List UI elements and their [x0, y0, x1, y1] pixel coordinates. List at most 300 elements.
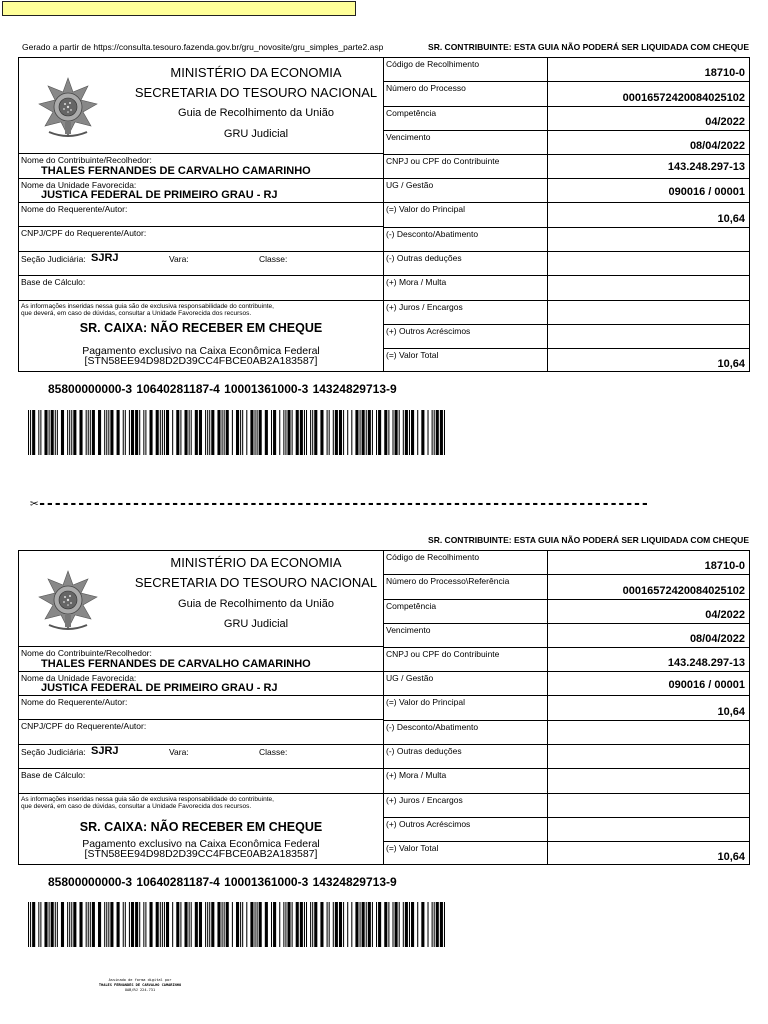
barcode-bar: [123, 410, 124, 455]
barcode-bar: [403, 410, 404, 455]
barcode-bar: [432, 902, 433, 947]
secao-field: [19, 252, 383, 276]
guide-type: GRU Judicial: [223, 128, 289, 140]
barcode-bar: [255, 902, 256, 947]
barcode-bar: [86, 410, 87, 455]
barcode-bar: [362, 410, 365, 455]
barcode-bar: [265, 902, 268, 947]
barcode-bar: [110, 410, 113, 455]
barcode-bar: [399, 902, 400, 947]
barcode-bar: [320, 410, 323, 455]
ministry-title: MINISTÉRIO DA ECONOMIA: [170, 555, 342, 570]
barcode-bar: [222, 410, 223, 455]
pagamento-note: Pagamento exclusivo na Caixa Econômica Federal: [82, 838, 320, 850]
desconto-row: [384, 228, 749, 252]
secao-label: Seção Judiciária:: [21, 254, 86, 264]
barcode-bar: [162, 410, 163, 455]
barcode-bar: [207, 410, 208, 455]
barcode-bar: [444, 410, 445, 455]
barcode-bar: [185, 902, 188, 947]
principal-value: 10,64: [717, 213, 745, 225]
barcode-bar: [434, 902, 435, 947]
guide-type: GRU Judicial: [223, 618, 289, 630]
barcode-bar: [333, 410, 334, 455]
barcode-bar: [440, 902, 443, 947]
principal-row: [384, 203, 749, 228]
barcode-bar: [240, 410, 241, 455]
contribuinte-label: Nome do Contribuinte/Recolhedor:: [21, 648, 152, 658]
secao-value: SJRJ: [91, 745, 119, 757]
total-label: (=) Valor Total: [386, 843, 439, 853]
vencimento-label: Vencimento: [386, 132, 431, 142]
barcode-bar: [143, 410, 144, 455]
stn-code: [STN58EE94D98D2D39CC4FBCE0AB2A183587]: [84, 848, 318, 860]
guide-title: Guia de Recolhimento da União: [178, 598, 334, 610]
barcode-bar: [384, 410, 387, 455]
barcode-bar: [436, 410, 439, 455]
barcode-bar: [117, 410, 120, 455]
barcode-bar: [292, 902, 293, 947]
processo-row: [384, 575, 749, 600]
barcode-bar: [92, 902, 95, 947]
barcode-bar: [421, 902, 424, 947]
stn-code: [STN58EE94D98D2D39CC4FBCE0AB2A183587]: [84, 355, 318, 367]
header: [19, 551, 383, 647]
barcode-bar: [180, 410, 181, 455]
barcode-bar: [368, 410, 371, 455]
gru-slip-2: [18, 550, 750, 865]
barcode-bar: [71, 902, 72, 947]
total-value: 10,64: [717, 358, 745, 370]
secretariat-title: SECRETARIA DO TESOURO NACIONAL: [134, 575, 378, 590]
barcode-bar: [339, 410, 342, 455]
barcode-bar: [271, 902, 272, 947]
barcode-bar: [164, 902, 165, 947]
competencia-row: [384, 600, 749, 624]
barcode-bar: [135, 902, 138, 947]
barcode-bar: [360, 410, 361, 455]
barcode-bar: [156, 902, 159, 947]
barcode-bar: [329, 902, 330, 947]
barcode-bar: [49, 902, 50, 947]
vencimento-value: 08/04/2022: [689, 633, 745, 645]
pagamento-note: Pagamento exclusivo na Caixa Econômica Federal: [82, 345, 320, 357]
juros-row: [384, 794, 749, 818]
barcode-bar: [69, 902, 70, 947]
barcode-bar: [255, 410, 256, 455]
disclaimer: As informações inseridas nessa guia são de exclusiva responsabilidade do contribuinte, que deverá, em caso de dúvidas, consultar a Unidade Favorecida dos recursos.: [21, 796, 274, 810]
barcode-bar: [79, 410, 82, 455]
barcode-bar: [160, 902, 161, 947]
barcode-bar: [292, 410, 293, 455]
barcode-bar: [172, 410, 173, 455]
right-column: [384, 551, 749, 864]
barcode-bar: [88, 902, 89, 947]
barcode-bar: [409, 410, 410, 455]
barcode: [28, 410, 445, 455]
barcode-bar: [176, 410, 179, 455]
barcode-bar: [314, 410, 317, 455]
header: [19, 58, 383, 154]
barcode-bar: [209, 902, 210, 947]
barcode-bar: [38, 410, 39, 455]
barcode-bar: [304, 902, 305, 947]
ug-value: 090016 / 00001: [668, 679, 745, 691]
codigo-value: 18710-0: [704, 67, 745, 79]
barcode-bar: [150, 410, 153, 455]
barcode-bar: [117, 902, 120, 947]
left-column: [19, 551, 384, 864]
barcode-bar: [333, 902, 334, 947]
barcode-bar: [164, 410, 165, 455]
contribuinte-value: THALES FERNANDES DE CARVALHO CAMARINHO: [41, 658, 311, 670]
barcode-bar: [79, 902, 82, 947]
base-label: Base de Cálculo:: [21, 277, 86, 287]
barcode-bar: [259, 902, 262, 947]
barcode-bar: [327, 410, 328, 455]
barcode-bar: [104, 410, 105, 455]
barcode-bar: [312, 902, 313, 947]
barcode-bar: [378, 410, 381, 455]
competencia-label: Competência: [386, 601, 437, 611]
juros-row: [384, 301, 749, 325]
gru-slip-1: [18, 57, 750, 372]
guide-title: Guia de Recolhimento da União: [178, 107, 334, 119]
contribuinte-label: Nome do Contribuinte/Recolhedor:: [21, 155, 152, 165]
barcode-bar: [300, 902, 303, 947]
cheque-warning-copy: SR. CONTRIBUINTE: ESTA GUIA NÃO PODERÁ SER LIQUIDADA COM CHEQUE: [428, 535, 749, 545]
barcode-bar: [150, 902, 153, 947]
barcode-bar: [312, 410, 313, 455]
barcode-bar: [199, 902, 202, 947]
secao-label: Seção Judiciária:: [21, 747, 86, 757]
competencia-label: Competência: [386, 108, 437, 118]
barcode-bar: [395, 410, 398, 455]
barcode-bar: [61, 902, 64, 947]
disclaimer: As informações inseridas nessa guia são de exclusiva responsabilidade do contribuinte, que deverá, em caso de dúvidas, consultar a Unidade Favorecida dos recursos.: [21, 303, 274, 317]
requerente-label: Nome do Requerente/Autor:: [21, 204, 128, 214]
total-label: (=) Valor Total: [386, 350, 439, 360]
barcode-bar: [143, 902, 144, 947]
barcode-bar: [283, 902, 284, 947]
barcode-bar: [279, 410, 280, 455]
principal-row: [384, 696, 749, 721]
codigo-row: [384, 551, 749, 575]
barcode-bar: [347, 410, 348, 455]
barcode-bar: [335, 410, 338, 455]
codigo-label: Código de Recolhimento: [386, 59, 480, 69]
vara-label: Vara:: [169, 747, 189, 757]
cpf-row: [384, 155, 749, 179]
coat-of-arms-icon: [35, 569, 101, 635]
barcode-bar: [160, 410, 161, 455]
competencia-value: 04/2022: [705, 609, 745, 621]
barcode: [28, 902, 445, 947]
cut-line: ✂------------------------------------------------------------------------------: [30, 496, 649, 512]
total-row: [384, 842, 749, 865]
barcode-bar: [428, 410, 429, 455]
cnpj-requerente-label: CNPJ/CPF do Requerente/Autor:: [21, 721, 147, 731]
barcode-bar: [32, 410, 35, 455]
barcode-bar: [106, 410, 107, 455]
barcode-bar: [189, 902, 190, 947]
barcode-bar: [226, 902, 229, 947]
barcode-bar: [347, 902, 348, 947]
barcode-bar: [351, 902, 352, 947]
cnpj-requerente-field: [19, 227, 383, 252]
barcode-bar: [395, 902, 398, 947]
barcode-bar: [125, 410, 126, 455]
ug-row: [384, 672, 749, 696]
barcode-bar: [199, 410, 202, 455]
acrescimos-label: (+) Outros Acréscimos: [386, 819, 471, 829]
unidade-field: [19, 672, 383, 696]
vencimento-row: [384, 131, 749, 155]
total-row: [384, 349, 749, 372]
barcode-bar: [30, 902, 31, 947]
vencimento-label: Vencimento: [386, 625, 431, 635]
coat-of-arms-icon: [35, 76, 101, 142]
barcode-bar: [224, 410, 225, 455]
barcode-bar: [306, 902, 307, 947]
barcode-bar: [145, 410, 146, 455]
processo-label: Número do Processo\Referência: [386, 576, 510, 586]
barcode-bar: [417, 902, 418, 947]
barcode-bar: [88, 410, 89, 455]
secretariat-title: SECRETARIA DO TESOURO NACIONAL: [134, 85, 378, 100]
barcode-bar: [139, 410, 140, 455]
barcode-bar: [139, 902, 140, 947]
secao-field: [19, 745, 383, 769]
deducoes-row: [384, 745, 749, 769]
barcode-bar: [51, 410, 54, 455]
barcode-bar: [44, 902, 47, 947]
barcode-bar: [236, 902, 239, 947]
classe-label: Classe:: [259, 254, 288, 264]
barcode-bar: [86, 902, 87, 947]
barcode-bar: [57, 410, 58, 455]
right-column: [384, 58, 749, 371]
barcode-bar: [392, 902, 393, 947]
barcode-bar: [185, 410, 188, 455]
codigo-label: Código de Recolhimento: [386, 552, 480, 562]
barcode-bar: [355, 410, 358, 455]
unidade-value: JUSTICA FEDERAL DE PRIMEIRO GRAU - RJ: [41, 682, 278, 694]
barcode-bar: [372, 902, 373, 947]
cpf-value: 143.248.297-13: [667, 657, 745, 669]
barcode-bar: [191, 410, 192, 455]
processo-label: Número do Processo: [386, 83, 466, 93]
barcode-bar: [240, 902, 241, 947]
barcode-bar: [314, 902, 317, 947]
contribuinte-value: THALES FERNANDES DE CARVALHO CAMARINHO: [41, 165, 311, 177]
barcode-bar: [211, 410, 214, 455]
barcode-bar: [205, 410, 206, 455]
barcode-bar: [257, 410, 258, 455]
barcode-bar: [368, 902, 371, 947]
barcode-bar: [366, 410, 367, 455]
vara-label: Vara:: [169, 254, 189, 264]
barcode-bar: [28, 410, 29, 455]
barcode-bar: [417, 410, 418, 455]
linha-digitavel: 85800000000-3 10640281187-4 10001361000-3 14324829713-9: [48, 382, 397, 396]
juros-label: (+) Juros / Encargos: [386, 302, 463, 312]
mora-label: (+) Mora / Multa: [386, 277, 447, 287]
barcode-bar: [195, 410, 198, 455]
barcode-bar: [329, 410, 330, 455]
barcode-bar: [131, 410, 134, 455]
barcode-bar: [145, 902, 146, 947]
barcode-bar: [366, 902, 367, 947]
barcode-bar: [405, 902, 408, 947]
barcode-bar: [250, 410, 253, 455]
ug-value: 090016 / 00001: [668, 186, 745, 198]
barcode-bar: [61, 410, 64, 455]
deducoes-label: (-) Outras deduções: [386, 746, 462, 756]
barcode-bar: [376, 410, 377, 455]
cnpj-requerente-field: [19, 720, 383, 745]
barcode-bar: [67, 902, 68, 947]
mora-label: (+) Mora / Multa: [386, 770, 447, 780]
barcode-bar: [300, 410, 303, 455]
barcode-bar: [123, 902, 124, 947]
barcode-bar: [207, 902, 208, 947]
barcode-bar: [98, 902, 101, 947]
total-value: 10,64: [717, 851, 745, 863]
barcode-bar: [176, 902, 179, 947]
barcode-bar: [246, 902, 247, 947]
barcode-bar: [287, 902, 290, 947]
barcode-bar: [242, 410, 243, 455]
deducoes-row: [384, 252, 749, 276]
desconto-row: [384, 721, 749, 745]
barcode-bar: [222, 902, 223, 947]
barcode-bar: [285, 902, 286, 947]
requerente-field: [19, 696, 383, 720]
barcode-bar: [355, 902, 358, 947]
barcode-bar: [51, 902, 54, 947]
barcode-bar: [211, 902, 214, 947]
barcode-bar: [90, 902, 91, 947]
barcode-bar: [327, 902, 328, 947]
barcode-bar: [172, 902, 173, 947]
barcode-bar: [104, 902, 105, 947]
unidade-value: JUSTICA FEDERAL DE PRIMEIRO GRAU - RJ: [41, 189, 278, 201]
unidade-label: Nome da Unidade Favorecida:: [21, 180, 137, 190]
barcode-bar: [403, 902, 404, 947]
barcode-bar: [320, 902, 323, 947]
codigo-value: 18710-0: [704, 560, 745, 572]
contribuinte-field: [19, 154, 383, 179]
requerente-field: [19, 203, 383, 227]
mora-row: [384, 769, 749, 794]
desconto-label: (-) Desconto/Abatimento: [386, 722, 479, 732]
barcode-bar: [411, 410, 414, 455]
barcode-bar: [166, 410, 169, 455]
vencimento-value: 08/04/2022: [689, 140, 745, 152]
barcode-bar: [257, 902, 258, 947]
principal-label: (=) Valor do Principal: [386, 697, 465, 707]
cpf-value: 143.248.297-13: [667, 161, 745, 173]
barcode-bar: [388, 902, 389, 947]
barcode-bar: [135, 410, 138, 455]
barcode-bar: [38, 902, 39, 947]
barcode-bar: [310, 410, 311, 455]
codigo-row: [384, 58, 749, 82]
signature-line-3: OAB/RJ 224.731: [124, 988, 156, 992]
barcode-bar: [40, 410, 41, 455]
unidade-field: [19, 179, 383, 203]
barcode-bar: [40, 902, 41, 947]
base-field: [19, 769, 383, 794]
barcode-bar: [73, 902, 76, 947]
barcode-bar: [55, 410, 56, 455]
barcode-bar: [271, 410, 272, 455]
barcode-bar: [189, 410, 190, 455]
barcode-bar: [205, 902, 206, 947]
barcode-bar: [405, 410, 408, 455]
barcode-bar: [411, 902, 414, 947]
classe-label: Classe:: [259, 747, 288, 757]
unidade-label: Nome da Unidade Favorecida:: [21, 673, 137, 683]
cpf-label: CNPJ ou CPF do Contribuinte: [386, 156, 500, 166]
barcode-bar: [306, 410, 307, 455]
barcode-bar: [250, 902, 253, 947]
barcode-bar: [360, 902, 361, 947]
barcode-bar: [273, 902, 276, 947]
barcode-bar: [49, 410, 50, 455]
barcode-bar: [166, 902, 169, 947]
principal-value: 10,64: [717, 706, 745, 718]
barcode-bar: [55, 902, 56, 947]
barcode-bar: [335, 902, 338, 947]
barcode-bar: [296, 902, 299, 947]
source-line: Gerado a partir de https://consulta.tesouro.fazenda.gov.br/gru_novosite/gru_simples_parte2.asp: [22, 42, 384, 52]
processo-value: 00016572420084025102: [622, 92, 745, 104]
caixa-warning: SR. CAIXA: NÃO RECEBER EM CHEQUE: [79, 820, 323, 834]
cpf-label: CNPJ ou CPF do Contribuinte: [386, 649, 500, 659]
ministry-title: MINISTÉRIO DA ECONOMIA: [170, 65, 342, 80]
requerente-label: Nome do Requerente/Autor:: [21, 697, 128, 707]
barcode-bar: [362, 902, 365, 947]
barcode-bar: [304, 410, 305, 455]
barcode-bar: [421, 410, 424, 455]
base-field: [19, 276, 383, 301]
barcode-bar: [32, 902, 35, 947]
barcode-bar: [436, 902, 439, 947]
barcode-bar: [125, 902, 126, 947]
barcode-bar: [44, 410, 47, 455]
barcode-bar: [195, 902, 198, 947]
barcode-bar: [440, 410, 443, 455]
barcode-bar: [90, 410, 91, 455]
barcode-bar: [129, 902, 130, 947]
barcode-bar: [217, 410, 220, 455]
barcode-bar: [392, 410, 393, 455]
barcode-bar: [339, 902, 342, 947]
competencia-row: [384, 107, 749, 131]
barcode-bar: [110, 902, 113, 947]
barcode-bar: [73, 410, 76, 455]
acrescimos-label: (+) Outros Acréscimos: [386, 326, 471, 336]
signature-line-1: Assinado de forma digital por: [108, 978, 172, 982]
secao-value: SJRJ: [91, 252, 119, 264]
barcode-bar: [92, 410, 95, 455]
base-label: Base de Cálculo:: [21, 770, 86, 780]
cheque-warning: SR. CONTRIBUINTE: ESTA GUIA NÃO PODERÁ SER LIQUIDADA COM CHEQUE: [428, 42, 749, 52]
barcode-bar: [242, 902, 243, 947]
highlight-box: [2, 1, 356, 16]
